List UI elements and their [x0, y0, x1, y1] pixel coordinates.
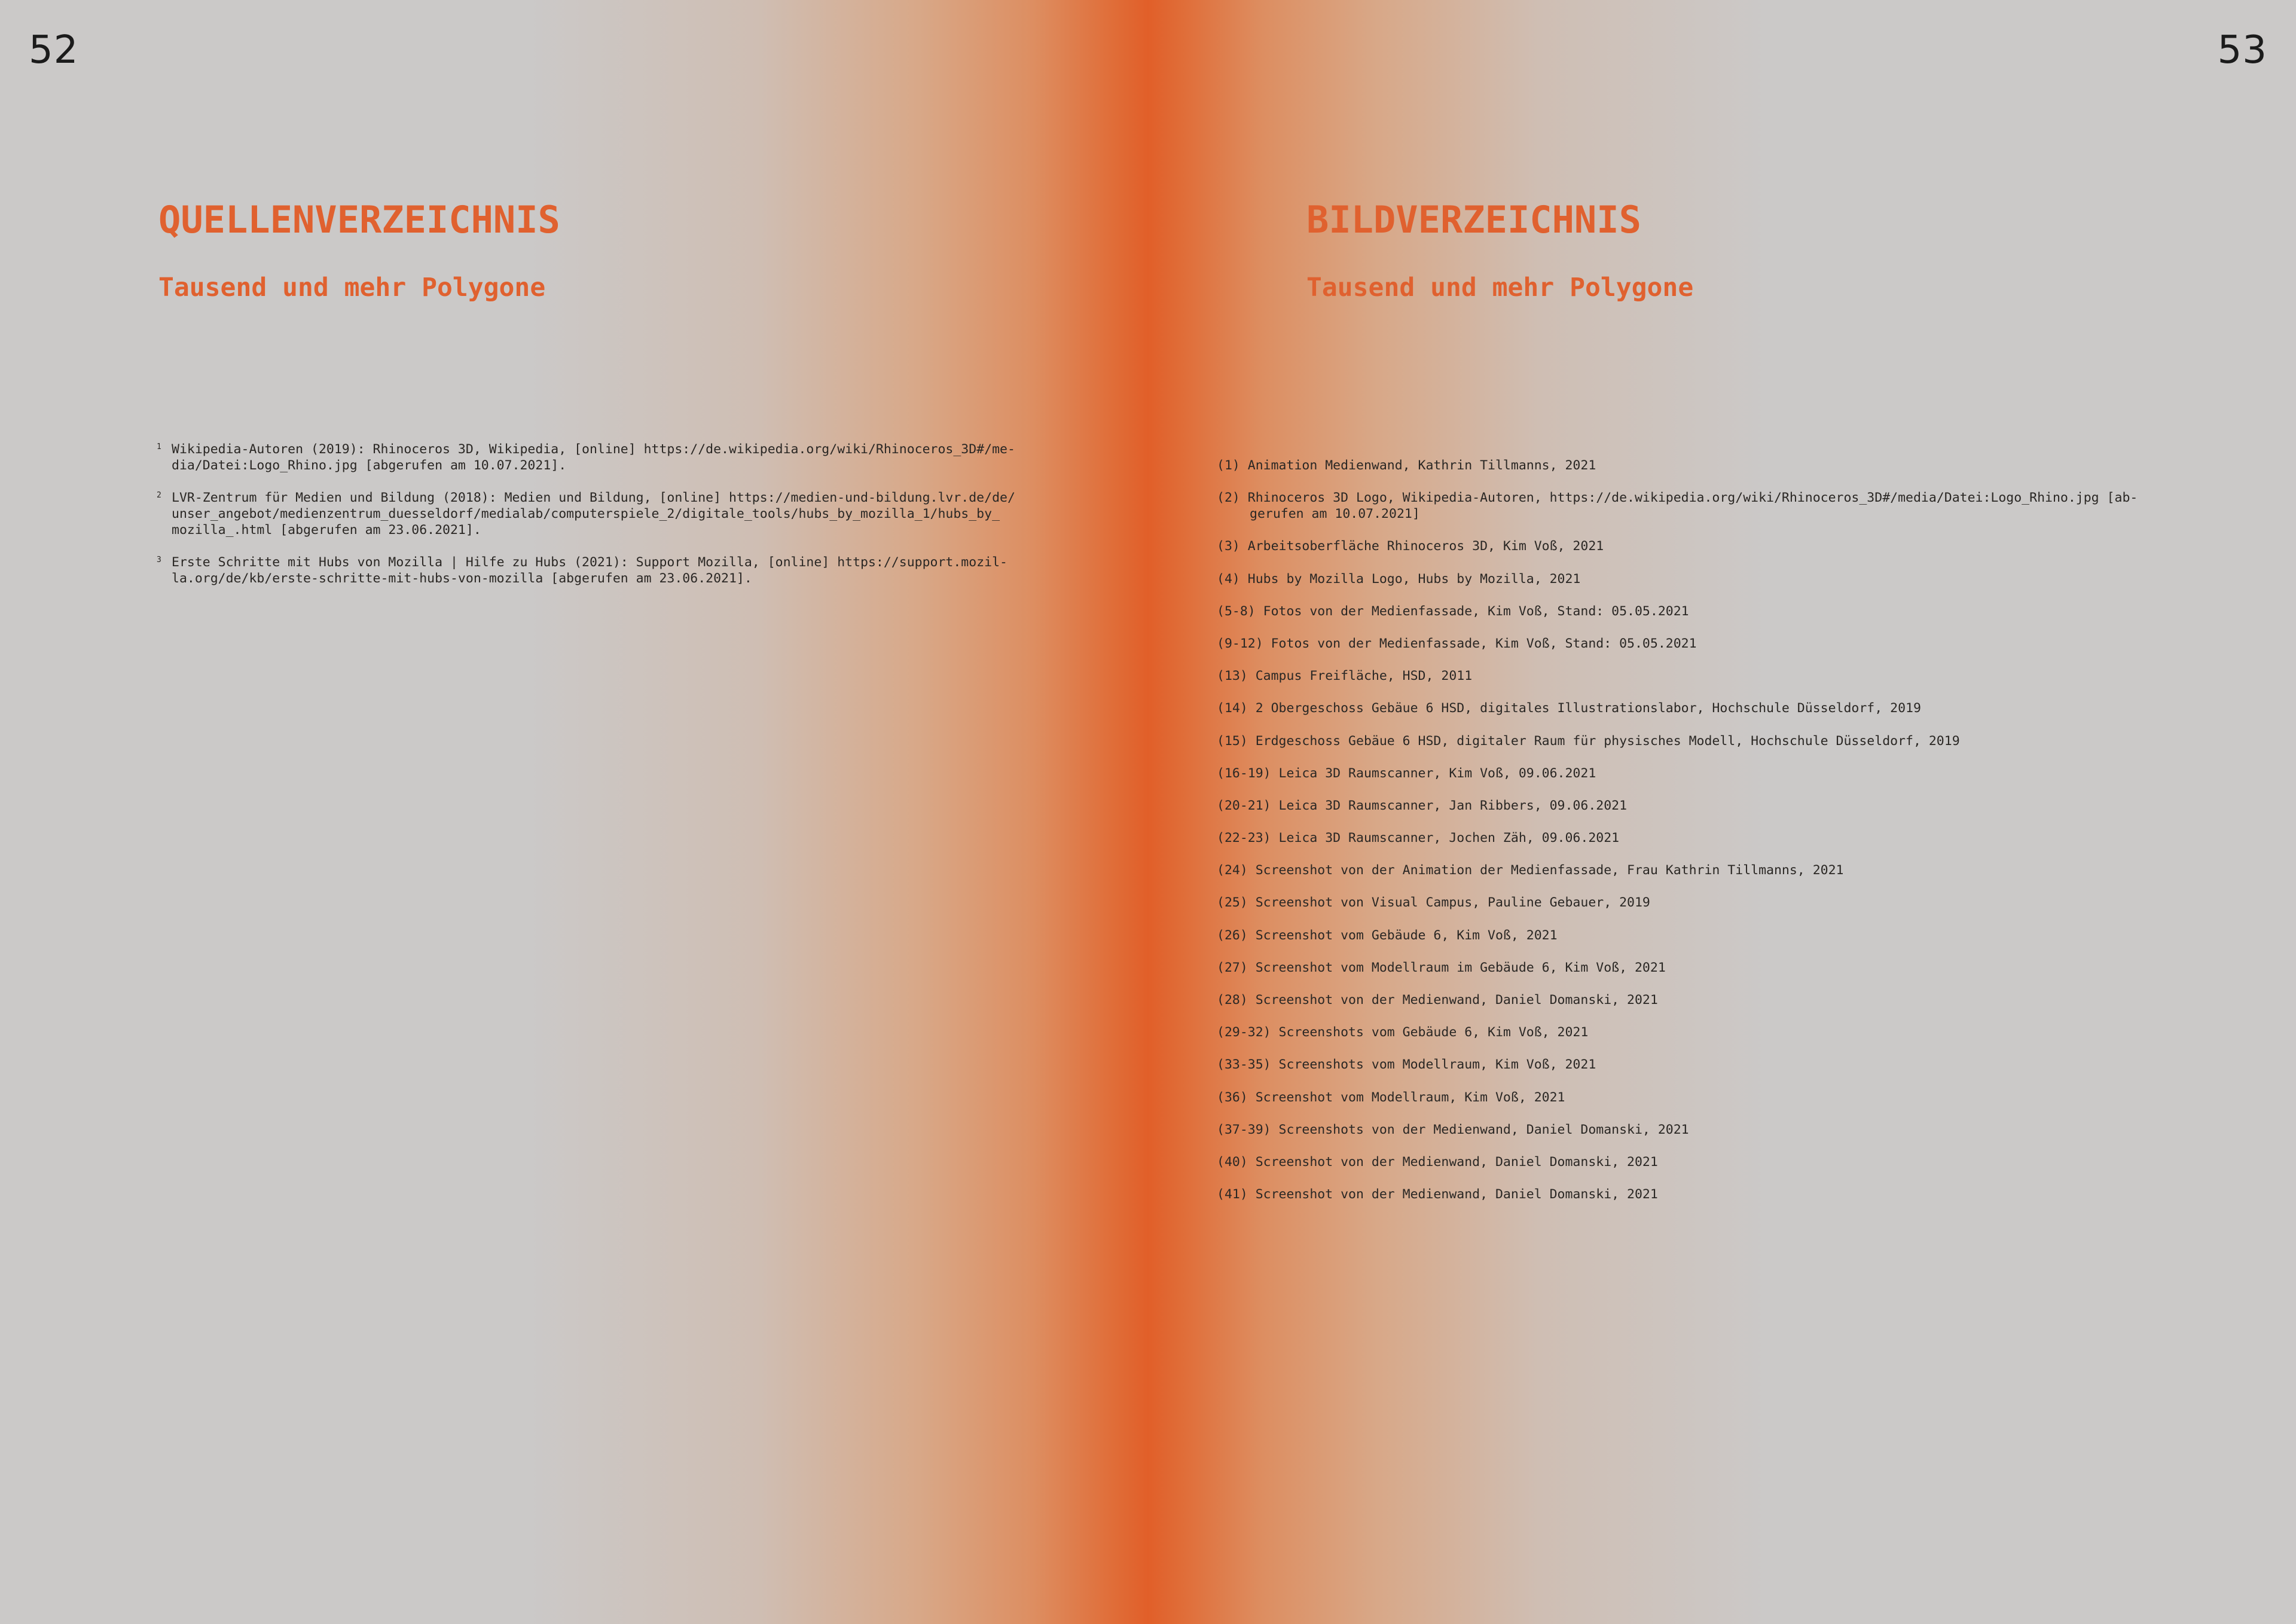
- sources-heading: QUELLENVERZEICHNIS: [158, 198, 560, 242]
- figure-caption: [1217, 1024, 2269, 1040]
- caption-text: (27) Screenshot vom Modellraum im Gebäude 6, Kim Voß, 2021: [1217, 960, 1666, 975]
- figure-caption-list: [1217, 457, 2269, 1219]
- figure-caption: [1217, 765, 2269, 782]
- footnote-marker: 3: [157, 555, 161, 564]
- caption-text: (4) Hubs by Mozilla Logo, Hubs by Mozilla, 2021: [1217, 571, 1581, 587]
- caption-text: (2) Rhinoceros 3D Logo, Wikipedia-Autoren, https://de.wikipedia.org/wiki/Rhinoceros_3D#/media/Datei:Logo_Rhino.jpg [ab-: [1217, 490, 2138, 506]
- caption-text: (41) Screenshot von der Medienwand, Daniel Domanski, 2021: [1217, 1187, 1658, 1202]
- caption-text: (3) Arbeitsoberfläche Rhinoceros 3D, Kim Voß, 2021: [1217, 539, 1604, 554]
- caption-text: (36) Screenshot vom Modellraum, Kim Voß, 2021: [1217, 1089, 1565, 1105]
- caption-text: (14) 2 Obergeschoss Gebäue 6 HSD, digitales Illustrationslabor, Hochschule Düsseldorf, 2019: [1217, 701, 1921, 716]
- footnote-text: LVR-Zentrum für Medien und Bildung (2018): Medien und Bildung, [online] https://medien-und-bildung.lvr.de/de/ unser_angebot/medienzentrum_duesseldorf/medialab/computerspiele_2/digitale_tools/hubs_by_mozilla_1/hubs_by_ mozilla_.html [abgerufen am 23.06.2021].: [172, 490, 1015, 538]
- caption-text: (22-23) Leica 3D Raumscanner, Jochen Zäh, 09.06.2021: [1217, 831, 1620, 846]
- figure-caption: [1217, 571, 2269, 587]
- caption-text: (15) Erdgeschoss Gebäue 6 HSD, digitaler Raum für physisches Modell, Hochschule Düsseldorf, 2019: [1217, 733, 1960, 749]
- figure-caption: [1217, 1122, 2269, 1138]
- footnote-text: Wikipedia-Autoren (2019): Rhinoceros 3D, Wikipedia, [online] https://de.wikipedia.org/wiki/Rhinoceros_3D#/me- dia/Datei:Logo_Rhino.jpg [abgerufen am 10.07.2021].: [172, 442, 1015, 473]
- figure-caption: [1217, 927, 2269, 944]
- caption-text: (5-8) Fotos von der Medienfassade, Kim Voß, Stand: 05.05.2021: [1217, 603, 1689, 619]
- footnote-text: Erste Schritte mit Hubs von Mozilla | Hilfe zu Hubs (2021): Support Mozilla, [online] https://support.mozil- la.org/de/kb/erste-schritte-mit-hubs-von-mozilla [abgerufen am 23.06.2021].: [172, 555, 1007, 586]
- figure-caption: [1217, 992, 2269, 1008]
- footnote-marker: 2: [157, 491, 161, 500]
- figure-caption: [1217, 668, 2269, 684]
- figure-caption: [1217, 830, 2269, 846]
- figure-caption: [1217, 733, 2269, 749]
- caption-text: (9-12) Fotos von der Medienfassade, Kim Voß, Stand: 05.05.2021: [1217, 636, 1697, 651]
- caption-text: (28) Screenshot von der Medienwand, Daniel Domanski, 2021: [1217, 993, 1658, 1008]
- figure-caption: [1217, 1186, 2269, 1202]
- figure-caption: [1217, 538, 2269, 554]
- caption-text: (13) Campus Freifläche, HSD, 2011: [1217, 668, 1473, 684]
- caption-text-continued: gerufen am 10.07.2021]: [1250, 506, 1420, 522]
- figure-caption: [1217, 895, 2269, 911]
- figure-caption: [1217, 457, 2269, 474]
- figure-caption: [1217, 1154, 2269, 1170]
- figures-heading: BILDVERZEICHNIS: [1306, 198, 1641, 242]
- figure-caption: [1217, 636, 2269, 652]
- figure-caption: [1217, 960, 2269, 976]
- caption-text: (1) Animation Medienwand, Kathrin Tillmanns, 2021: [1217, 458, 1596, 473]
- caption-text: (37-39) Screenshots von der Medienwand, Daniel Domanski, 2021: [1217, 1122, 1689, 1137]
- caption-text: (26) Screenshot vom Gebäude 6, Kim Voß, 2021: [1217, 927, 1558, 943]
- sources-subheading: Tausend und mehr Polygone: [158, 273, 546, 303]
- caption-text: (20-21) Leica 3D Raumscanner, Jan Ribbers, 09.06.2021: [1217, 798, 1628, 813]
- footnote-item: [157, 490, 1089, 538]
- figure-caption: [1217, 603, 2269, 619]
- footnote-marker: 1: [157, 442, 161, 451]
- page-number-left: 52: [29, 28, 79, 72]
- figure-caption: [1217, 798, 2269, 814]
- caption-text: (40) Screenshot von der Medienwand, Daniel Domanski, 2021: [1217, 1154, 1658, 1170]
- figure-caption: [1217, 700, 2269, 716]
- caption-text: (16-19) Leica 3D Raumscanner, Kim Voß, 09.06.2021: [1217, 765, 1596, 781]
- figure-caption: [1217, 862, 2269, 878]
- page-number-right: 53: [2217, 28, 2267, 72]
- figure-caption: [1217, 1089, 2269, 1106]
- footnote-list: [157, 441, 1089, 603]
- caption-text: (24) Screenshot von der Animation der Medienfassade, Frau Kathrin Tillmanns, 2021: [1217, 863, 1844, 878]
- caption-text: (25) Screenshot von Visual Campus, Pauline Gebauer, 2019: [1217, 895, 1650, 911]
- footnote-item: [157, 441, 1089, 474]
- figure-caption: [1217, 1057, 2269, 1073]
- footnote-item: [157, 554, 1089, 587]
- figure-caption: [1217, 490, 2269, 522]
- figures-subheading: Tausend und mehr Polygone: [1306, 273, 1694, 303]
- caption-text: (29-32) Screenshots vom Gebäude 6, Kim Voß, 2021: [1217, 1025, 1589, 1040]
- caption-text: (33-35) Screenshots vom Modellraum, Kim Voß, 2021: [1217, 1057, 1596, 1073]
